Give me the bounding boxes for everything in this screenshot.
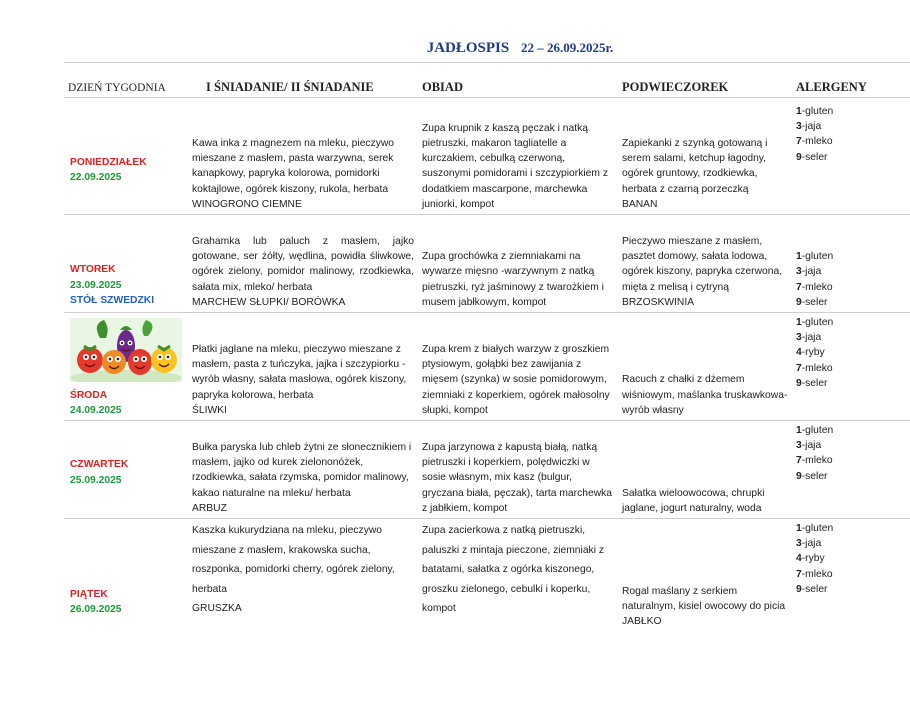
allergen-item: 7-mleko <box>796 136 833 148</box>
allergen-item: 1-gluten <box>796 317 834 328</box>
allergen-item: 3-jaja <box>796 440 822 452</box>
snack-fruit: BRZOSKWINIA <box>622 296 695 308</box>
col-header-lunch: OBIAD <box>418 63 618 98</box>
allergen-item: 9-seler <box>796 583 828 595</box>
col-header-allergens: ALERGENY <box>792 63 910 98</box>
allergen-item: 1-gluten <box>796 251 834 263</box>
breakfast-text: Bułka paryska lub chleb żytni ze słonecznikiem i masłem, jajko od kurek zielononóżek, rzodkiewka, sałata rzymska, pomidor malinowy, kakao naturalne na mleku/ herbata <box>192 441 412 499</box>
day-row-friday <box>64 519 910 645</box>
allergens-cell <box>792 98 910 215</box>
allergens-cell <box>792 313 910 421</box>
allergen-item: 3-jaja <box>796 266 822 278</box>
day-cell <box>64 519 188 645</box>
snack-text: Rogal maślany z serkiem naturalnym, kisiel owocowy do picia <box>622 585 786 613</box>
allergen-item: 3-jaja <box>796 121 822 133</box>
day-name: ŚRODA <box>70 389 108 401</box>
allergen-item: 7-mleko <box>796 568 833 580</box>
allergen-item: 1-gluten <box>796 106 834 117</box>
day-date: 23.09.2025 <box>70 279 122 291</box>
day-cell <box>64 313 188 421</box>
day-date: 22.09.2025 <box>70 172 122 183</box>
day-name: PIĄTEK <box>70 588 108 600</box>
day-row-thursday <box>64 421 910 519</box>
allergen-item: 9-seler <box>796 151 828 163</box>
breakfast-cell <box>188 313 418 421</box>
snack-cell <box>618 519 792 645</box>
allergen-item: 1-gluten <box>796 523 834 534</box>
day-cell <box>64 98 188 215</box>
title-dates: 22 – 26.09.2025r. <box>520 40 614 55</box>
snack-text: Racuch z chałki z dżemem wiśniowym, maślanka truskawkowa- wyrób własny <box>622 374 788 416</box>
breakfast-text: Kaszka kukurydziana na mleku, pieczywo mieszane z masłem, krakowska sucha, roszponka, pomidorki cherry, ogórek zielony, herbata <box>192 525 395 595</box>
snack-cell <box>618 421 792 519</box>
allergen-item: 9-seler <box>796 296 828 308</box>
allergens-cell <box>792 421 910 519</box>
breakfast-cell <box>188 215 418 313</box>
snack-cell <box>618 215 792 313</box>
day-name: PONIEDZIAŁEK <box>70 156 147 168</box>
lunch-cell: Zupa jarzynowa z kapustą białą, natką pietruszki i koperkiem, polędwiczki w sosie własnym, mix kasz (bulgur, gryczana biała, pęczak), tarta marchewka z jabłkiem, kompot <box>422 441 613 514</box>
snack-fruit: JABŁKO <box>622 616 662 628</box>
breakfast-text: Grahamka lub paluch z masłem, jajko gotowane, ser żółty, wędlina, powidła śliwkowe, ogórek zielony, pomidor malinowy, rzodkiewka, sałata mix, mleko/ herbata <box>192 235 414 293</box>
day-row-tuesday <box>64 215 910 313</box>
breakfast-text: Płatki jaglane na mleku, pieczywo mieszane z masłem, pasta z tuńczyka, jajka i szczypiorku - wyrób własny, sałata masłowa, ogórek kiszony, papryka kolorowa, herbata <box>192 343 407 401</box>
allergen-item: 9-seler <box>796 377 828 389</box>
day-row-wednesday <box>64 313 910 421</box>
snack-cell <box>618 313 792 421</box>
breakfast-cell <box>188 519 418 645</box>
day-row-monday <box>64 98 910 215</box>
snack-text: Sałatka wieloowocowa, chrupki jaglane, jogurt naturalny, woda <box>622 487 765 514</box>
snack-fruit: BANAN <box>622 198 658 210</box>
lunch-cell: Zupa zacierkowa z natką pietruszki, paluszki z mintaja pieczone, ziemniaki z batatami, sałatka z ogórka kiszonego, groszku zielonego, cebulki i koperku, kompot <box>422 525 604 614</box>
menu-table <box>64 62 910 645</box>
allergen-item: 7-mleko <box>796 281 833 293</box>
day-name: CZWARTEK <box>70 459 129 471</box>
lunch-cell: Zupa krem z białych warzyw z groszkiem ptysiowym, gołąbki bez zawijania z mięsem (szynka) w sosie pomidorowym, ziemniaki z koperkiem, ogórek małosolny słupki, kompot <box>422 343 610 416</box>
breakfast-text: Kawa inka z magnezem na mleku, pieczywo mieszane z masłem, pasta warzywna, serek kanapkowy, papryka kolorowa, pomidorki koktajlowe, ogórek kiszony, rukola, herbata <box>192 137 395 195</box>
allergen-item: 3-jaja <box>796 332 822 344</box>
snack-text: Pieczywo mieszane z masłem, pasztet domowy, sałata lodowa, ogórek kiszony, papryka czerwona, mięta z melisą i cytryną <box>622 235 783 293</box>
breakfast-fruit: WINOGRONO CIEMNE <box>192 198 302 210</box>
allergens-cell <box>792 519 910 645</box>
vegetables-illustration <box>70 318 182 382</box>
header-row <box>64 63 910 98</box>
day-name: WTOREK <box>70 264 116 276</box>
allergens-cell <box>792 215 910 313</box>
allergen-item: 9-seler <box>796 470 828 482</box>
title-text: JADŁOSPIS <box>426 40 510 56</box>
day-date: 26.09.2025 <box>70 603 122 615</box>
day-extra: STÓŁ SZWEDZKI <box>70 294 155 306</box>
breakfast-fruit: ARBUZ <box>192 502 227 514</box>
breakfast-cell <box>188 421 418 519</box>
snack-text: Zapiekanki z szynką gotowaną i serem salami, ketchup łagodny, ogórek gruntowy, rzodkiewka, herbata z czarną porzeczką <box>622 137 768 195</box>
col-header-day: DZIEŃ TYGODNIA <box>64 63 188 98</box>
allergen-item: 7-mleko <box>796 455 833 467</box>
day-date: 25.09.2025 <box>70 474 122 486</box>
breakfast-fruit: ŚLIWKI <box>192 404 227 416</box>
allergen-item: 3-jaja <box>796 538 822 550</box>
snack-cell <box>618 98 792 215</box>
allergen-item: 4-ryby <box>796 347 825 359</box>
breakfast-fruit: GRUSZKA <box>192 603 242 614</box>
breakfast-cell <box>188 98 418 215</box>
lunch-cell: Zupa grochówka z ziemniakami na wywarze mięsno -warzywnym z natką pietruszki, ryż jaśminowy z twarożkiem i musem jabłkowym, kompot <box>422 251 604 308</box>
col-header-breakfast: I ŚNIADANIE/ II ŚNIADANIE <box>188 63 418 98</box>
day-cell <box>64 215 188 313</box>
page-title <box>0 40 910 57</box>
allergen-item: 1-gluten <box>796 425 834 436</box>
allergen-item: 7-mleko <box>796 362 833 374</box>
col-header-snack: PODWIECZOREK <box>618 63 792 98</box>
day-date: 24.09.2025 <box>70 404 122 416</box>
lunch-cell: Zupa krupnik z kaszą pęczak i natką pietruszki, makaron tagliatelle a kurczakiem, cebulką czerwoną, suszonymi pomidorami i szczypiorkiem z dodatkiem mascarpone, marchewka juniorki, kompot <box>422 122 608 210</box>
allergen-item: 4-ryby <box>796 553 825 565</box>
breakfast-fruit: MARCHEW SŁUPKI/ BORÓWKA <box>192 296 346 308</box>
day-cell <box>64 421 188 519</box>
